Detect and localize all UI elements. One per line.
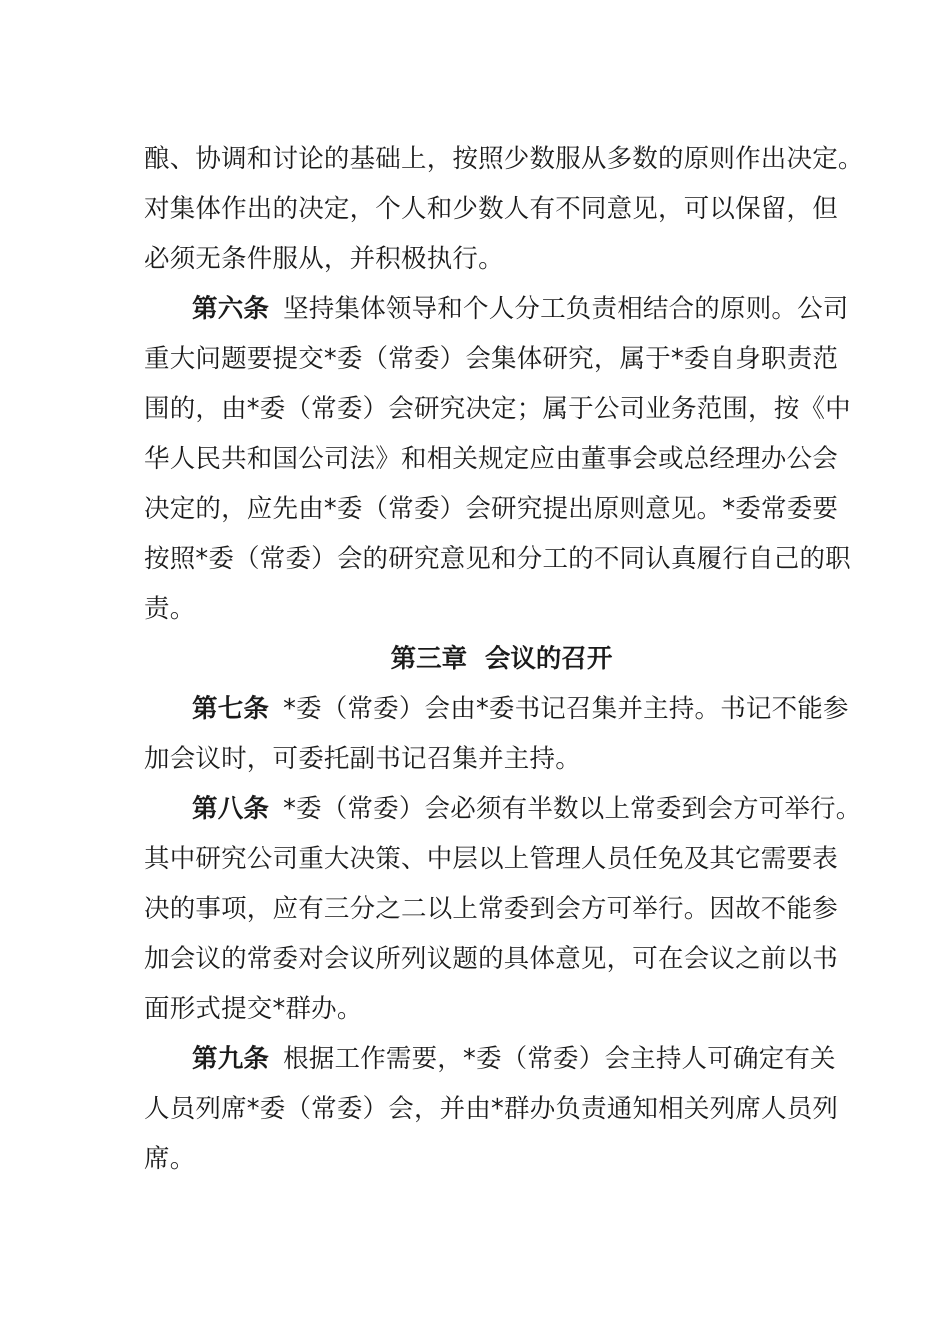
text-line: 面形式提交*群办。: [144, 994, 363, 1024]
article-8: [144, 784, 862, 1034]
article-label: 第七条: [192, 694, 270, 724]
text-line: 根据工作需要，*委（常委）会主持人可确定有关: [283, 1044, 836, 1074]
article-9: [144, 1034, 839, 1184]
text-line: 必须无条件服从，并积极执行。: [144, 244, 504, 274]
text-line: 决定的，应先由*委（常委）会研究提出原则意见。*委常委要: [144, 494, 839, 524]
article-6: [144, 284, 851, 634]
article-7: [144, 684, 849, 784]
text-line: 围的，由*委（常委）会研究决定；属于公司业务范围，按《中: [144, 394, 851, 424]
paragraph-continuation: [144, 134, 864, 284]
text-line: 其中研究公司重大决策、中层以上管理人员任免及其它需要表: [144, 844, 838, 874]
text-line: *委（常委）会必须有半数以上常委到会方可举行。: [283, 794, 862, 824]
text-line: 坚持集体领导和个人分工负责相结合的原则。公司: [283, 294, 849, 324]
chapter-heading: 第三章 会议的召开: [390, 644, 613, 674]
article-first-line: [144, 1034, 836, 1084]
text-line: 责。: [144, 594, 196, 624]
text-line: 重大问题要提交*委（常委）会集体研究，属于*委自身职责范: [144, 344, 839, 374]
text-line: 对集体作出的决定，个人和少数人有不同意见，可以保留，但: [144, 194, 838, 224]
article-first-line: [144, 284, 849, 334]
text-line: 加会议时，可委托副书记召集并主持。: [144, 744, 581, 774]
text-line: *委（常委）会由*委书记召集并主持。书记不能参: [283, 694, 849, 724]
article-label: 第九条: [192, 1044, 270, 1074]
text-line: 华人民共和国公司法》和相关规定应由董事会或总经理办公会: [144, 444, 838, 474]
text-line: 席。: [144, 1144, 196, 1174]
text-line: 人员列席*委（常委）会，并由*群办负责通知相关列席人员列: [144, 1094, 839, 1124]
text-line: 酿、协调和讨论的基础上，按照少数服从多数的原则作出决定。: [144, 144, 864, 174]
article-first-line: [144, 684, 849, 734]
article-first-line: [144, 784, 862, 834]
text-line: 决的事项，应有三分之二以上常委到会方可举行。因故不能参: [144, 894, 838, 924]
article-label: 第八条: [192, 794, 270, 824]
text-line: 加会议的常委对会议所列议题的具体意见，可在会议之前以书: [144, 944, 838, 974]
document-page: [144, 134, 864, 1184]
text-line: 按照*委（常委）会的研究意见和分工的不同认真履行自己的职: [144, 544, 851, 574]
article-label: 第六条: [192, 294, 270, 324]
